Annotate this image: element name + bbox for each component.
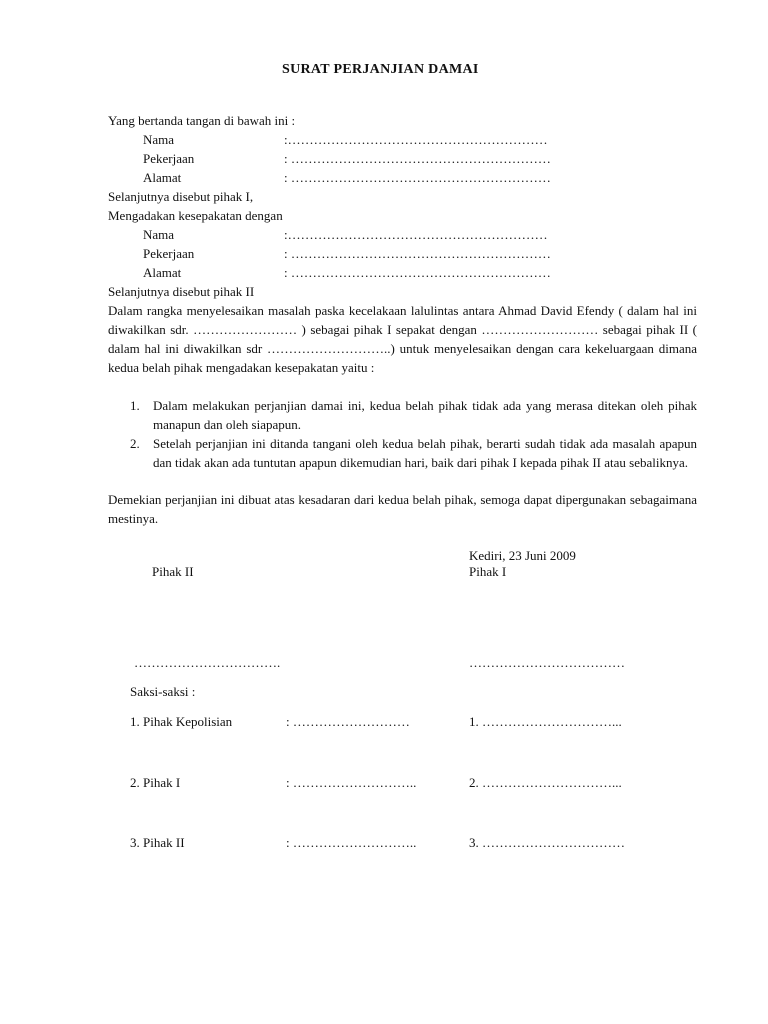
intro-line: Yang bertanda tangan di bawah ini : — [108, 113, 296, 128]
party1-designation: Selanjutnya disebut pihak I, — [108, 189, 254, 204]
signature-right-line: ……………………………… — [469, 655, 625, 670]
body-paragraph: Dalam rangka menyelesaikan masalah paska kecelakaan lalulintas antara Ahmad David Efendy ( dalam hal ini diwakilkan sdr. …………………… ) sebagai pihak I sepakat dengan ……………………… sebagai pihak II ( dalam hal ini diwakilkan sdr ………………………..) untuk menyelesaikan dengan cara kekeluargaan dimana kedua belah pihak mengadakan kesepakatan yaitu : — [108, 303, 697, 375]
witness-2-signature: 2. …………………………... — [469, 775, 622, 790]
party2-name-value: :…………………………………………………… — [284, 227, 548, 242]
witnesses-heading: Saksi-saksi : — [130, 684, 196, 699]
signature-left-label: Pihak II — [152, 564, 194, 579]
agreement-with-line: Mengadakan kesepakatan dengan — [108, 208, 283, 223]
party1-name-value: :…………………………………………………… — [284, 132, 548, 147]
party1-address-value: : …………………………………………………… — [284, 170, 551, 185]
witness-3-line: : ……………………….. — [286, 835, 417, 850]
party1-name-label: Nama — [143, 132, 175, 147]
agreement-number-1: 1. — [130, 398, 140, 413]
party2-designation: Selanjutnya disebut pihak II — [108, 284, 255, 299]
agreement-item-2: Setelah perjanjian ini ditanda tangani oleh kedua belah pihak, berarti sudah tidak ada masalah apapun dan tidak akan ada tuntutan apapun dikemudian hari, baik dari pihak I kepada pihak II atau sebaliknya. — [153, 436, 697, 470]
document-title: SURAT PERJANJIAN DAMAI — [282, 62, 479, 77]
witness-3-signature: 3. …………………………… — [469, 835, 625, 850]
party2-address-label: Alamat — [143, 265, 182, 280]
signature-right-label: Pihak I — [469, 564, 507, 579]
party2-name-label: Nama — [143, 227, 175, 242]
witness-1-line: : ……………………… — [286, 714, 410, 729]
place-date: Kediri, 23 Juni 2009 — [469, 548, 576, 563]
party2-address-value: : …………………………………………………… — [284, 265, 551, 280]
closing-paragraph: Demekian perjanjian ini dibuat atas kesadaran dari kedua belah pihak, semoga dapat dipergunakan sebagaimana mestinya. — [108, 492, 697, 526]
party2-job-value: : …………………………………………………… — [284, 246, 551, 261]
agreement-number-2: 2. — [130, 436, 140, 451]
witness-1-signature: 1. …………………………... — [469, 714, 622, 729]
witness-1-name: 1. Pihak Kepolisian — [130, 714, 233, 729]
signature-left-line: ……………………………. — [134, 655, 281, 670]
party2-job-label: Pekerjaan — [143, 246, 195, 261]
party1-job-label: Pekerjaan — [143, 151, 195, 166]
party1-job-value: : …………………………………………………… — [284, 151, 551, 166]
witness-3-name: 3. Pihak II — [130, 835, 185, 850]
witness-2-name: 2. Pihak I — [130, 775, 181, 790]
witness-2-line: : ……………………….. — [286, 775, 417, 790]
party1-address-label: Alamat — [143, 170, 182, 185]
agreement-item-1: Dalam melakukan perjanjian damai ini, kedua belah pihak tidak ada yang merasa ditekan oleh pihak manapun dan oleh siapapun. — [153, 398, 697, 432]
